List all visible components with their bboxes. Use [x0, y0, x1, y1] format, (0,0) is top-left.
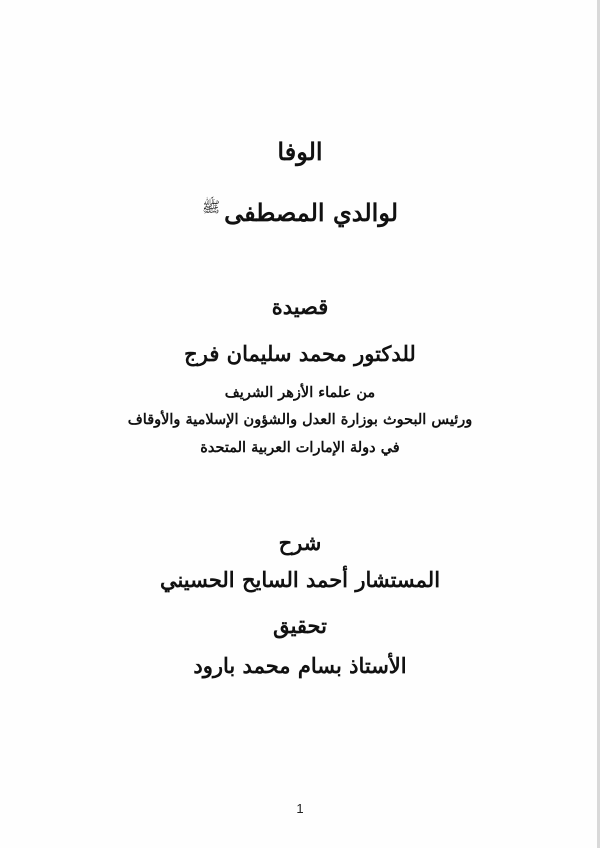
affiliation-line-3: في دولة الإمارات العربية المتحدة	[200, 439, 400, 456]
editing-label: تحقيق	[273, 613, 327, 638]
commentator-name: المستشار أحمد السايح الحسيني	[159, 567, 441, 592]
honorific-ligature: ﷺ	[201, 198, 221, 216]
affiliation-line-2: ورئيس البحوث بوزارة العدل والشؤون الإسلامية والأوقاف	[127, 411, 473, 428]
page-number: 1	[296, 801, 304, 816]
book-title: الوفا	[277, 137, 323, 166]
genre-label: قصيدة	[271, 294, 329, 319]
commentary-label: شرح	[278, 530, 322, 555]
affiliation-line-1: من علماء الأزهر الشريف	[224, 384, 376, 401]
book-subtitle	[40, 198, 560, 228]
editor-name: الأستاذ بسام محمد بارود	[193, 653, 407, 678]
subtitle-text: لوالدي المصطفى	[224, 198, 399, 227]
author-name: للدكتور محمد سليمان فرج	[184, 341, 416, 366]
